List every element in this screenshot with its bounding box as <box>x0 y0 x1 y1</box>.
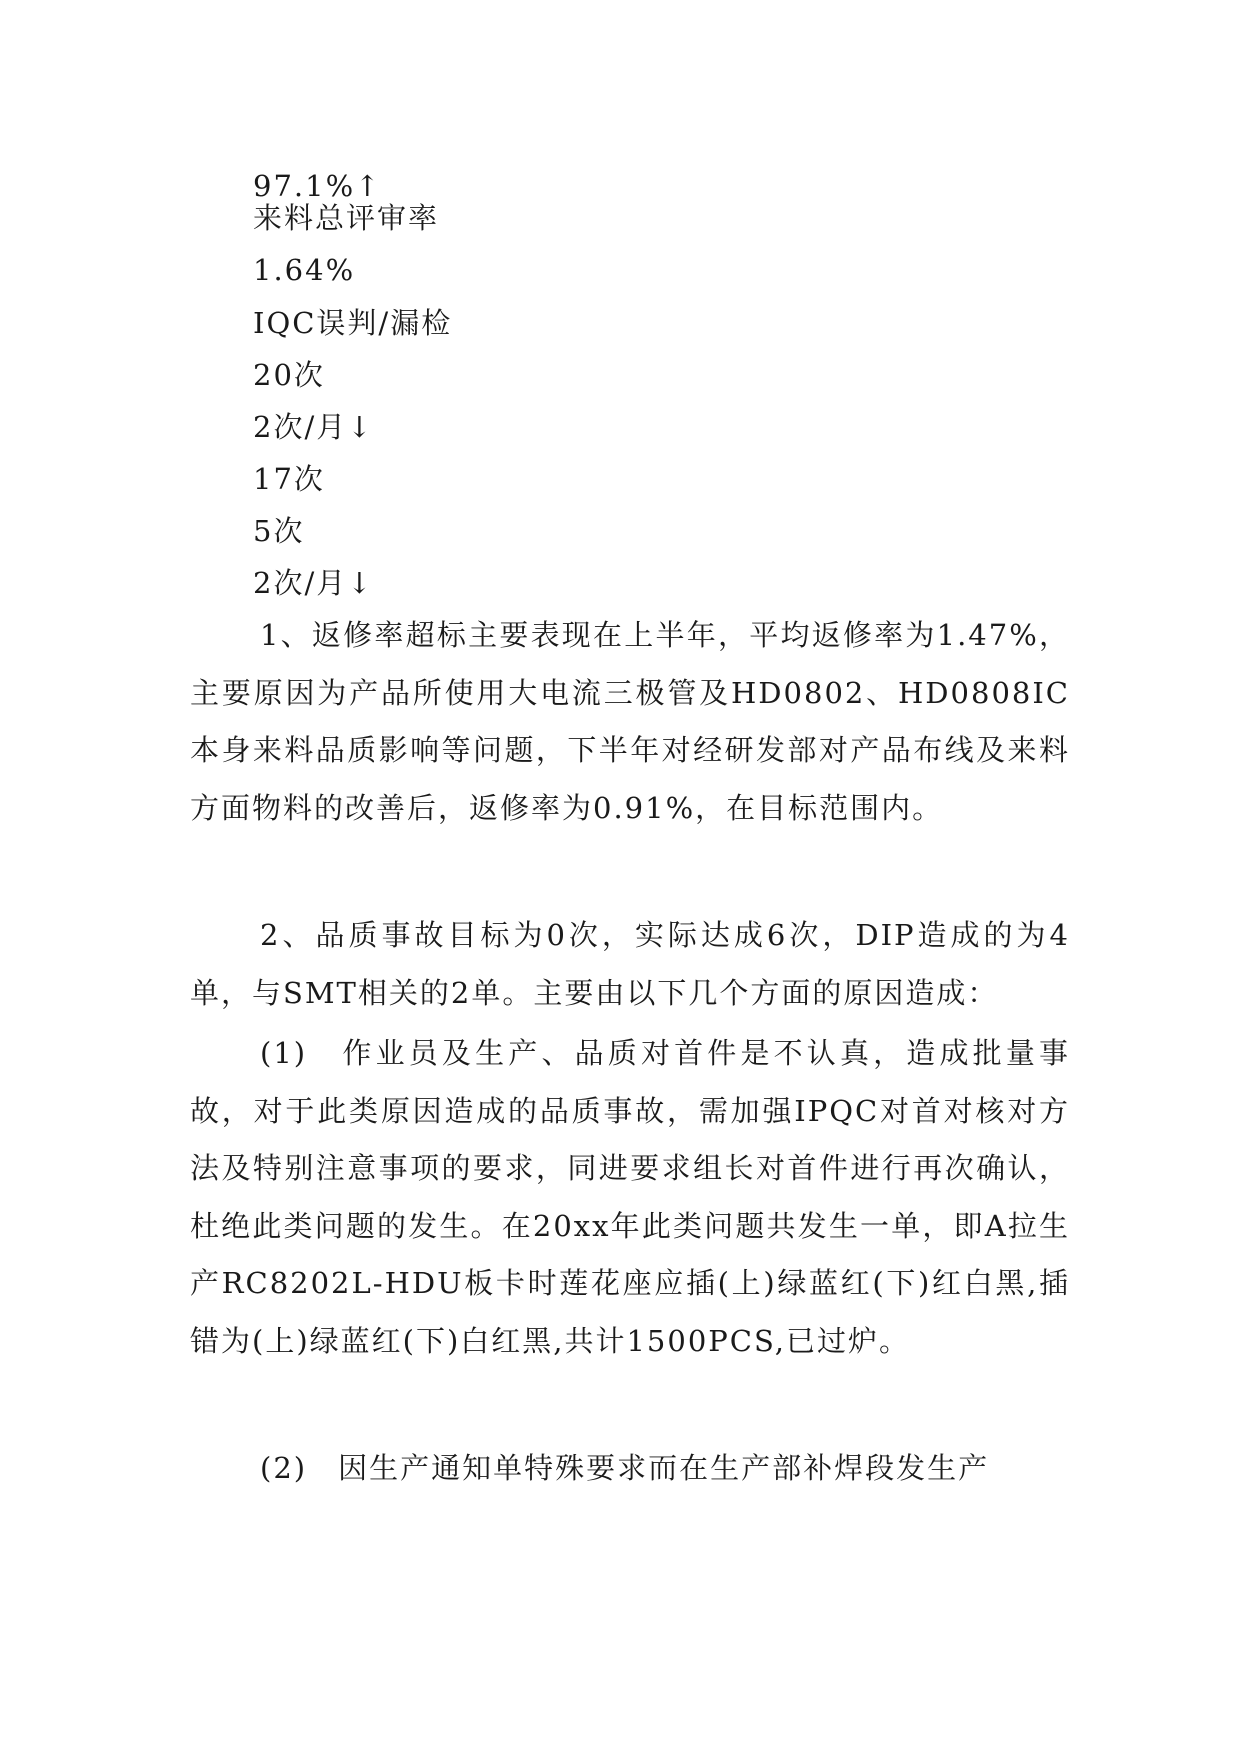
list-item: 来料总评审率 <box>253 201 440 235</box>
list-item: 2次/月↓ <box>253 566 374 600</box>
paragraph-cause-1: (1) 作业员及生产、品质对首件是不认真，造成批量事故，对于此类原因造成的品质事故，需加强IPQC对首对核对方法及特别注意事项的要求，同进要求组长对首件进行再次确认，杜绝此类问题的发生。在20xx年此类问题共发生一单，即A拉生产RC8202L-HDU板卡时莲花座应插(上)绿蓝红(下)红白黑,插错为(上)绿蓝红(下)白红黑,共计1500PCS,已过炉。 <box>190 1036 1070 1358</box>
list-item: 1.64% <box>253 253 356 287</box>
paragraph-quality-incidents: 2、品质事故目标为0次，实际达成6次，DIP造成的为4单，与SMT相关的2单。主要由以下几个方面的原因造成： <box>190 918 1070 1010</box>
list-item: 2次/月↓ <box>253 410 374 444</box>
list-item: 97.1%↑ <box>253 169 382 203</box>
list-item: IQC误判/漏检 <box>253 306 453 340</box>
list-item: 20次 <box>253 358 325 392</box>
list-item: 5次 <box>253 514 305 548</box>
list-item: 17次 <box>253 462 325 496</box>
paragraph-return-rate: 1、返修率超标主要表现在上半年，平均返修率为1.47%，主要原因为产品所使用大电流三极管及HD0802、HD0808IC本身来料品质影响等问题，下半年对经研发部对产品布线及来料方面物料的改善后，返修率为0.91%，在目标范围内。 <box>190 618 1070 825</box>
paragraph-cause-2: (2) 因生产通知单特殊要求而在生产部补焊段发生产 <box>260 1451 990 1485</box>
